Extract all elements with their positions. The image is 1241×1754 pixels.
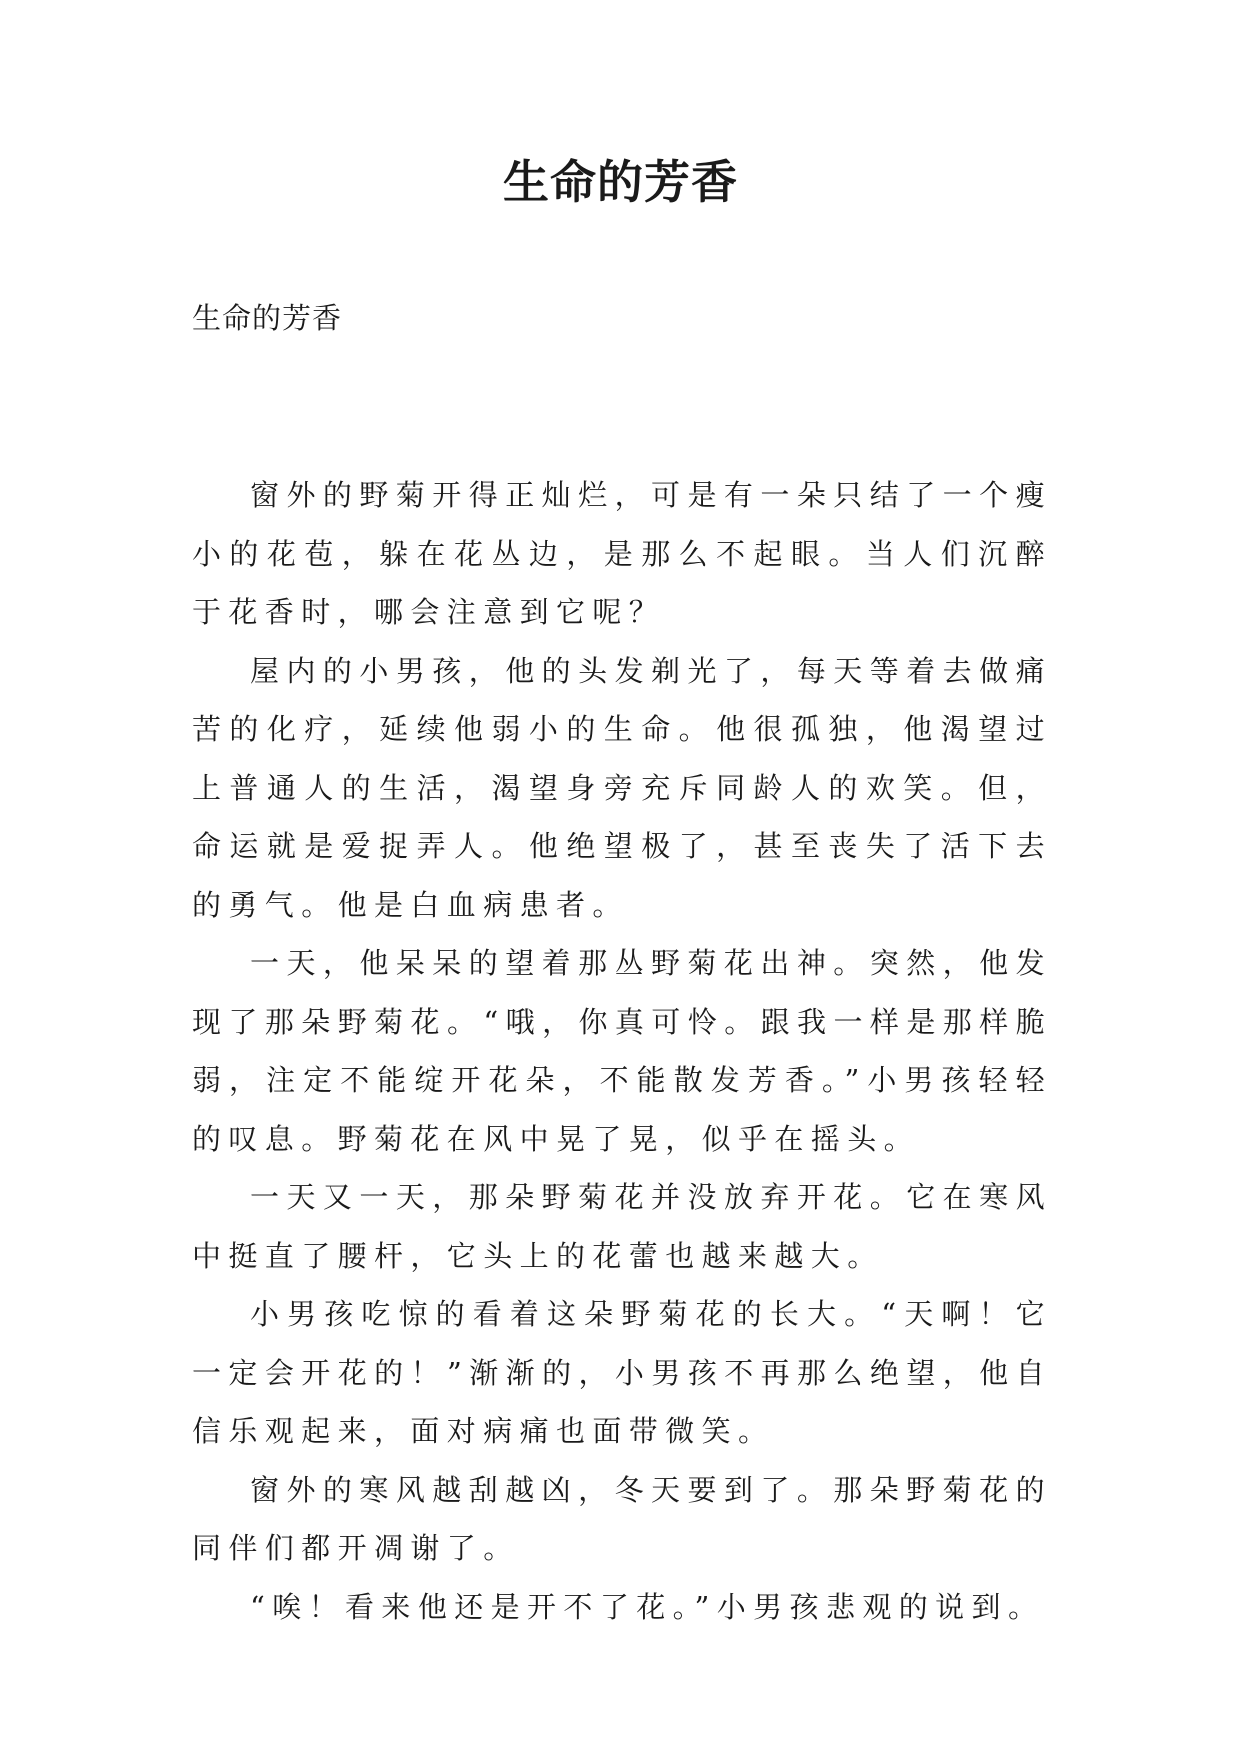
document-body: [192, 466, 1052, 1636]
paragraph: 一天，他呆呆的望着那丛野菊花出神。突然，他发现了那朵野菊花。“哦，你真可怜。跟我一样是那样脆弱，注定不能绽开花朵，不能散发芳香。”小男孩轻轻的叹息。野菊花在风中晃了晃，似乎在摇头。: [192, 946, 1052, 1156]
paragraph: 窗外的寒风越刮越凶，冬天要到了。那朵野菊花的同伴们都开凋谢了。: [192, 1472, 1052, 1565]
paragraph: 屋内的小男孩，他的头发剃光了，每天等着去做痛苦的化疗，延续他弱小的生命。他很孤独，他渴望过上普通人的生活，渴望身旁充斥同龄人的欢笑。但，命运就是爱捉弄人。他绝望极了，甚至丧失了活下去的勇气。他是白血病患者。: [192, 653, 1052, 922]
paragraph: “唉！看来他还是开不了花。”小男孩悲观的说到。: [250, 1589, 1045, 1624]
paragraph: 一天又一天，那朵野菊花并没放弃开花。它在寒风中挺直了腰杆，它头上的花蕾也越来越大。: [192, 1180, 1052, 1273]
document-title: 生命的芳香: [503, 155, 738, 209]
paragraph: 窗外的野菊开得正灿烂，可是有一朵只结了一个瘦小的花苞，躲在花丛边，是那么不起眼。当人们沉醉于花香时，哪会注意到它呢？: [192, 478, 1052, 629]
document-subtitle: 生命的芳香: [192, 301, 343, 335]
paragraph: 小男孩吃惊的看着这朵野菊花的长大。“天啊！它一定会开花的！”渐渐的，小男孩不再那么绝望，他自信乐观起来，面对病痛也面带微笑。: [192, 1297, 1052, 1448]
